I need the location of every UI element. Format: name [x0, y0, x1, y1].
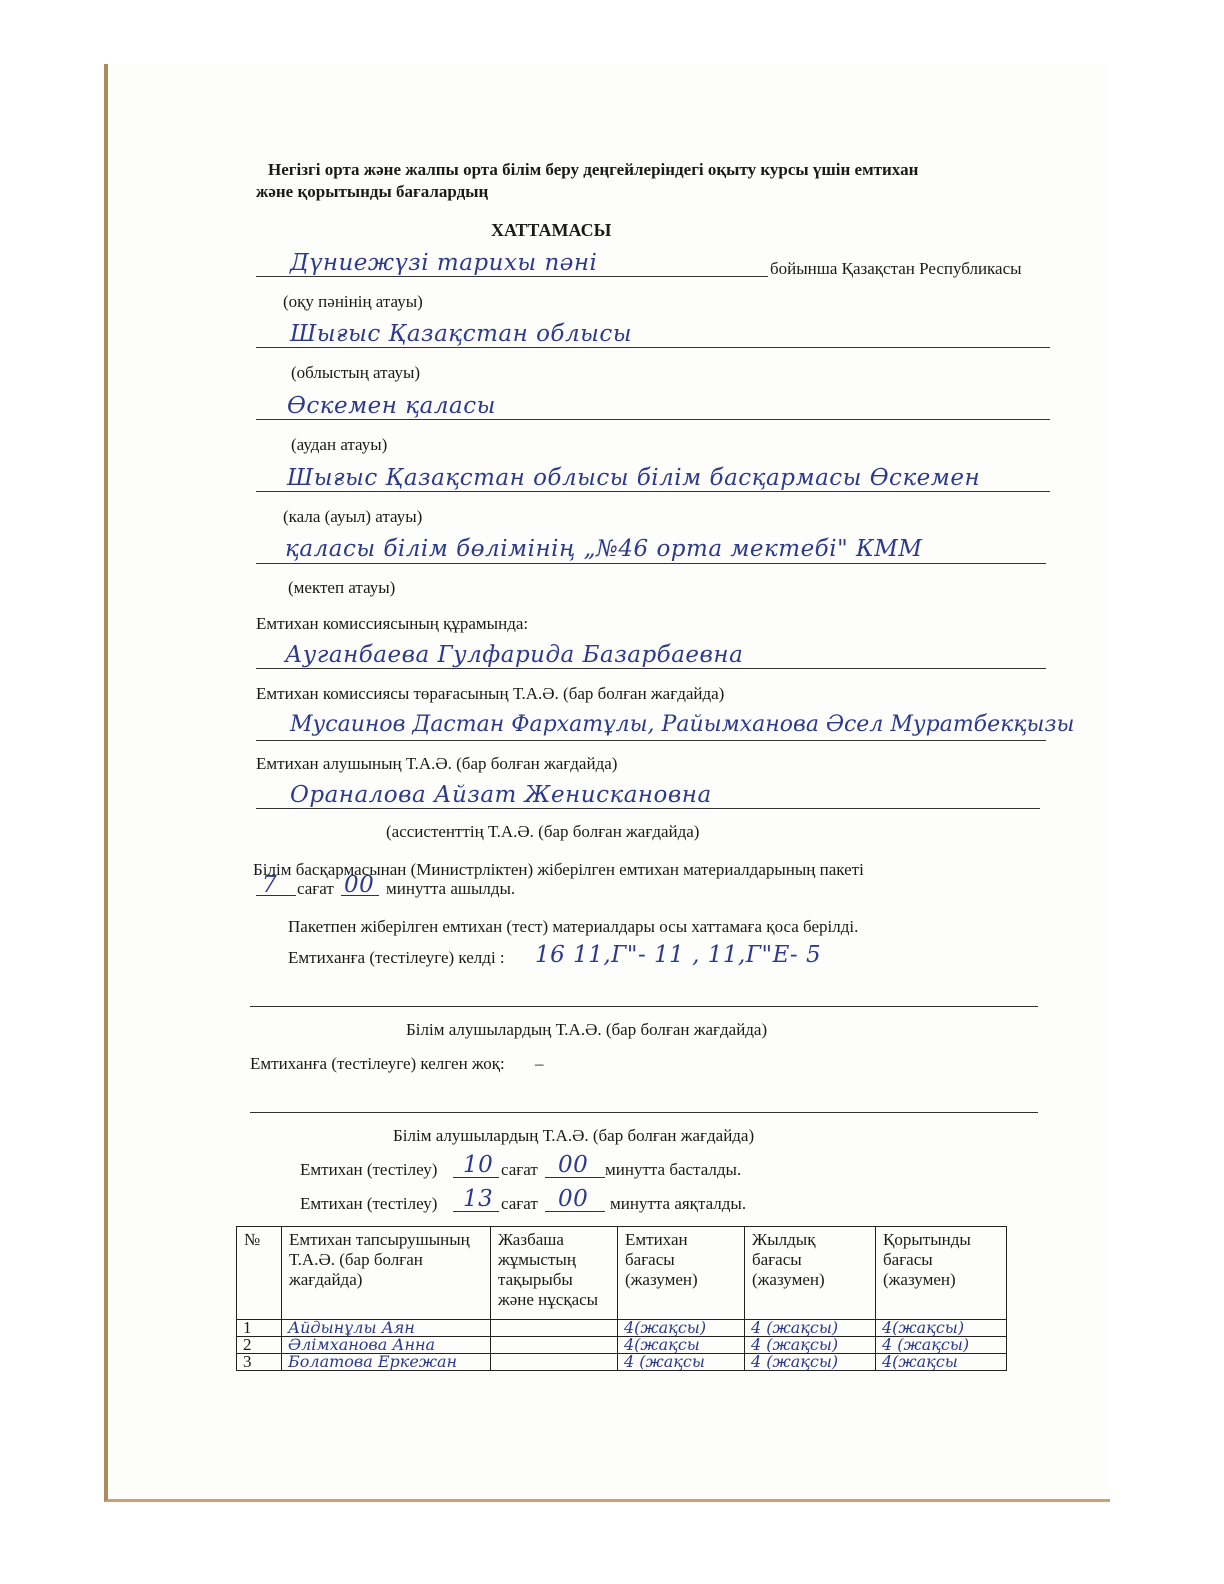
start-label: Емтихан (тестілеу) — [300, 1160, 438, 1179]
students-label-2: Білім алушылардың Т.А.Ә. (бар болған жағдайда) — [393, 1126, 755, 1145]
region-underline — [256, 347, 1050, 348]
header-num: № — [237, 1227, 282, 1320]
chair-value: Ауганбаева Гулфарида Базарбаевна — [285, 642, 744, 668]
subject-value: Дүниежүзі тарихы пәні — [290, 250, 598, 276]
end-min: 00 — [558, 1186, 589, 1212]
district-underline — [256, 419, 1050, 420]
district-label: (аудан атауы) — [291, 435, 388, 454]
row-num: 2 — [237, 1337, 282, 1354]
header-annual-grade: Жылдық бағасы (жазумен) — [745, 1227, 876, 1320]
row-exam-grade: 4 (жақсы — [618, 1354, 745, 1371]
grades-table — [236, 1226, 1007, 1371]
examiner-underline — [256, 740, 1046, 741]
package-minute: 00 — [344, 872, 375, 898]
assistant-value: Ораналова Айзат Жениcкановна — [290, 782, 712, 808]
header-name: Емтихан тапсырушының Т.А.Ә. (бар болған жағдайда) — [282, 1227, 491, 1320]
row-name: Болатова Еркежан — [282, 1354, 491, 1371]
row-annual-grade: 4 (жақсы) — [745, 1320, 876, 1337]
city-value: Шығыс Қазақстан облысы білім басқармасы Өскемен — [287, 465, 981, 491]
students-label: Білім алушылардың Т.А.Ә. (бар болған жағдайда) — [406, 1020, 768, 1039]
start-min: 00 — [558, 1152, 589, 1178]
start-hour-word: сағат — [501, 1160, 538, 1179]
package-attached: Пакетпен жіберілген емтихан (тест) материалдары осы хаттамаға қоса берілді. — [288, 917, 859, 936]
school-underline — [256, 563, 1046, 564]
protocol-heading: ХАТТАМАСЫ — [491, 220, 612, 240]
table-row — [237, 1337, 1007, 1354]
assistant-label: (ассистенттің Т.А.Ә. (бар болған жағдайда) — [386, 822, 700, 841]
row-exam-grade: 4(жақсы — [618, 1337, 745, 1354]
row-annual-grade: 4 (жақсы) — [745, 1337, 876, 1354]
row-topic — [491, 1320, 618, 1337]
table-header-row — [237, 1227, 1007, 1320]
row-name: Әлімханова Анна — [282, 1337, 491, 1354]
region-value: Шығыс Қазақстан облысы — [290, 321, 632, 347]
school-label: (мектеп атауы) — [288, 578, 396, 597]
package-minute-suffix: минутта ашылды. — [386, 879, 516, 898]
package-hour: 7 — [262, 872, 278, 898]
subject-underline — [256, 276, 768, 277]
arrived-underline — [250, 1006, 1038, 1007]
region-label: (облыстың атауы) — [291, 363, 421, 382]
start-suffix: минутта басталды. — [605, 1160, 742, 1179]
row-name: Айдынұлы Аян — [282, 1320, 491, 1337]
commission-intro: Емтихан комиссиясының құрамында: — [256, 614, 529, 633]
end-hour-word: сағат — [501, 1194, 538, 1213]
chair-label: Емтихан комиссиясы төрағасының Т.А.Ә. (бар болған жағдайда) — [256, 684, 725, 703]
arrived-value: 16 11,Г"- 11 , 11,Г"Е- 5 — [535, 942, 822, 968]
header-final-grade: Қорытынды бағасы (жазумен) — [876, 1227, 1007, 1320]
school-value: қаласы білім бөлімінің „№46 орта мектебі" КММ — [285, 536, 923, 562]
row-exam-grade: 4(жақсы) — [618, 1320, 745, 1337]
absent-value: – — [535, 1054, 544, 1073]
row-final-grade: 4(жақсы — [876, 1354, 1007, 1371]
absent-label: Емтиханға (тестілеуге) келген жоқ: — [250, 1054, 505, 1073]
assistant-underline — [256, 808, 1040, 809]
row-annual-grade: 4 (жақсы) — [745, 1354, 876, 1371]
start-hour: 10 — [463, 1152, 494, 1178]
chair-underline — [256, 668, 1046, 669]
examiner-label: Емтихан алушының Т.А.Ә. (бар болған жағдайда) — [256, 754, 618, 773]
row-num: 1 — [237, 1320, 282, 1337]
district-value: Өскемен қаласы — [287, 393, 496, 419]
row-topic — [491, 1354, 618, 1371]
header-exam-grade: Емтихан бағасы (жазумен) — [618, 1227, 745, 1320]
subject-suffix: бойынша Қазақстан Республикасы — [770, 259, 1022, 278]
end-label: Емтихан (тестілеу) — [300, 1194, 438, 1213]
city-underline — [256, 491, 1050, 492]
package-line1: Білім басқармасынан (Министрліктен) жіберілген емтихан материалдарының пакеті — [253, 860, 864, 879]
header-topic: Жазбаша жұмыстың тақырыбы және нұсқасы — [491, 1227, 618, 1320]
arrived-label: Емтиханға (тестілеуге) келді : — [288, 948, 505, 967]
end-hour: 13 — [463, 1186, 494, 1212]
row-final-grade: 4 (жақсы) — [876, 1337, 1007, 1354]
end-suffix: минутта аяқталды. — [610, 1194, 747, 1213]
table-row — [237, 1320, 1007, 1337]
absent-underline — [250, 1112, 1038, 1113]
package-hour-word: сағат — [297, 879, 334, 898]
row-final-grade: 4(жақсы) — [876, 1320, 1007, 1337]
examiner-value: Мусаинов Дастан Фархатұлы, Райымханова Әсел Муратбекқызы — [290, 712, 1075, 737]
row-topic — [491, 1337, 618, 1354]
city-label: (кала (ауыл) атауы) — [283, 507, 423, 526]
document-title-line1: Негізгі орта және жалпы орта білім беру деңгейлеріндегі оқыту курсы үшін емтихан — [268, 160, 919, 179]
table-row — [237, 1354, 1007, 1371]
document-title-line2: және қорытынды бағалардың — [256, 182, 489, 201]
row-num: 3 — [237, 1354, 282, 1371]
subject-label: (оқу пәнінің атауы) — [283, 292, 423, 311]
